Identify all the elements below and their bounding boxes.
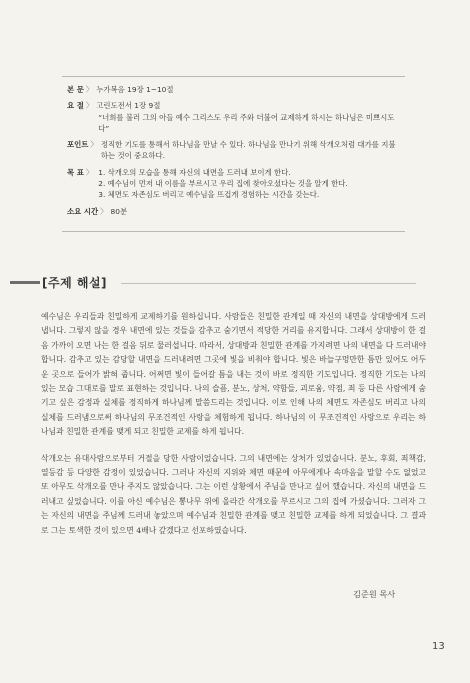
- heading-rule: [121, 283, 416, 284]
- page-number: 13: [432, 641, 445, 652]
- heading-bar: [10, 281, 40, 284]
- time-value: 80분: [110, 206, 128, 216]
- text-value: 누가복음 19장 1~10절: [96, 85, 174, 94]
- text-label: 본 문: [67, 85, 84, 94]
- separator-icon: 〉: [100, 206, 108, 216]
- goal-label: 목 표: [67, 167, 84, 177]
- verse-quote: “너희를 불러 그의 아들 예수 그리스도 우리 주와 더불어 교제하게 하시는 하나님은 미쁘시도다”: [98, 112, 395, 133]
- paragraph: 삭개오는 유대사람으로부터 거절을 당한 사람이었습니다. 그의 내면에는 상처가 있었습니다. 분노, 후회, 죄책감, 열등감 등 다양한 감정이 있었습니다. 그러나 자신의 지위와 체면 때문에 아무에게나 속마음을 말할 수도 없었고 또 아무도 삭개오를 만나 주지도 않았습니다. 그는 이런 상황에서 주님을 만나고 싶어 했습니다. 자신의 내면을 드러내고 싶었습니다. 이를 아신 예수님은 뽕나무 위에 올라간 삭개오를 부르시고 그의 집에 가셨습니다. 그러자 그는 자신의 내면을 주님께 드러내 놓았으며 예수님과 친밀한 관계를 맺고 친밀한 교제를 하게 되었습니다. 그 결과로 그는 토색한 것이 있으면 4배나 갚겠다고 선포하였습니다.: [41, 453, 426, 535]
- verse-ref: 고린도전서 1장 9절: [96, 101, 161, 111]
- info-row-point: [67, 139, 402, 162]
- info-row-time: [67, 206, 402, 217]
- section-title: [주제 해설]: [42, 276, 108, 290]
- bottom-divider: [62, 231, 405, 232]
- goal-list: [96, 167, 402, 201]
- author-signature: 김준원 목사: [353, 589, 396, 599]
- top-divider: [62, 76, 405, 77]
- goal-item: 3. 체면도 자존심도 버리고 예수님을 뜨겁게 경험하는 시간을 갖는다.: [98, 190, 320, 200]
- info-row-verse: [67, 100, 402, 134]
- goal-item: 1. 삭개오의 모습을 통해 자신의 내면을 드러내 보이게 한다.: [98, 167, 291, 177]
- commentary-body: [41, 310, 426, 550]
- separator-icon: 〉: [85, 85, 94, 94]
- separator-icon: 〉: [85, 167, 94, 177]
- point-value: 정직한 기도를 통해서 하나님을 만날 수 있다. 하나님을 만나기 위해 삭개오처럼 대가를 지불하는 것이 중요하다.: [100, 140, 396, 161]
- time-label: 소요 시간: [67, 206, 99, 216]
- section-heading: [10, 274, 107, 291]
- goal-item: 2. 예수님이 먼저 내 이름을 부르시고 우리 집에 찾아오셨다는 것을 알게 한다.: [98, 179, 348, 189]
- info-row-text: [67, 84, 402, 95]
- separator-icon: 〉: [85, 101, 94, 111]
- point-label: 포인트: [67, 140, 89, 150]
- paragraph: 예수님은 우리들과 친밀하게 교제하기를 원하십니다. 사람들은 친밀한 관계일 때 자신의 내면을 상대방에게 드러냅니다. 그렇지 않을 경우 내면에 있는 것들을 감추고 숨기면서 적당한 거리를 유지합니다. 그래서 상대방이 한 걸음 가까이 오면 나는 한 걸음 뒤로 물러섭니다. 따라서, 상대방과 친밀한 관계를 가지려면 나의 내면을 다 드러내야 합니다. 감추고 있는 감당할 내면을 드러내려면 그곳에 빛을 비춰야 합니다. 빛은 바늘구멍만한 틈만 있어도 어두운 곳으로 들어가 밝혀 줍니다. 어쩌면 빛이 들어갈 틈을 내는 것이 바로 정직한 기도입니다. 정직한 기도는 나의 있는 모습 그대로를 말로 표현하는 것입니다. 나의 슬픔, 분노, 상처, 약함들, 괴로움, 약점, 죄 등 다른 사람에게 숨기고 싶은 감정과 실체를 정직하게 하나님께 말씀드리는 것입니다. 이로 인해 나의 체면도 자존심도 버리고 나의 실체를 드러냄으로써 하나님의 무조건적인 사랑을 체험하게 됩니다. 하나님의 이 무조건적인 사랑으로 우리는 하나님과 친밀한 관계를 맺게 되고 친밀한 교제를 하게 됩니다.: [41, 312, 426, 437]
- separator-icon: 〉: [90, 140, 98, 150]
- lesson-info-block: [67, 84, 402, 222]
- info-row-goal: [67, 167, 402, 201]
- verse-label: 요 절: [67, 101, 84, 111]
